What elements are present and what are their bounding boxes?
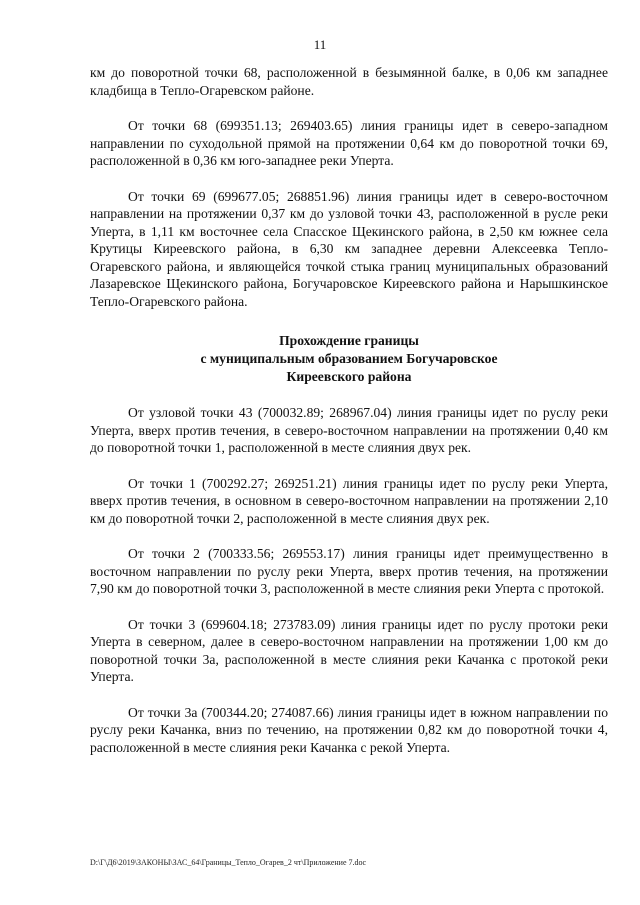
- paragraph-point-1: От точки 1 (700292.27; 269251.21) линия границы идет по руслу реки Уперта, вверх против течения, в основном в северо-восточном направлении на протяжении 2,10 км до поворотной точки 2, расположенной в месте слияния двух рек.: [90, 475, 608, 526]
- paragraph-point-3: От точки 3 (699604.18; 273783.09) линия границы идет по руслу протоки реки Уперта в северном, далее в северо-восточном направлении на протяжении 1,00 км до поворотной точки 3а, расположенной в месте слияния реки Качанка с протокой реки Уперта.: [90, 616, 608, 684]
- paragraph-continuation: км до поворотной точки 68, расположенной в безымянной балке, в 0,06 км западнее кладбища в Тепло-Огаревском районе.: [90, 65, 608, 98]
- heading-line-2: с муниципальным образованием Богучаровское: [200, 351, 498, 366]
- paragraph-node-43: От узловой точки 43 (700032.89; 268967.04) линия границы идет по руслу реки Уперта, вверх против течения, в северо-восточном направлении на протяжении 0,40 км до поворотной точки 1, расположенной в месте слияния двух рек.: [90, 405, 608, 455]
- page-number: 11: [313, 37, 327, 52]
- heading-line-3: Киреевского района: [286, 369, 412, 384]
- paragraph-point-68: От точки 68 (699351.13; 269403.65) линия границы идет в северо-западном направлении по суходольной прямой на протяжении 0,64 км до поворотной точки 69, расположенной в 0,36 км юго-западнее реки Уперта.: [90, 118, 608, 168]
- section-heading: [90, 332, 608, 386]
- paragraph-point-3a: От точки 3а (700344.20; 274087.66) линия границы идет в южном направлении по руслу реки Качанка, вниз по течению, на протяжении 0,82 км до поворотной точки 4, расположенной в месте слияния реки Качанка с рекой Уперта.: [90, 704, 608, 755]
- paragraph-point-69: От точки 69 (699677.05; 268851.96) линия границы идет в северо-восточном направлении на протяжении 0,37 км до узловой точки 43, расположенной в русле реки Уперта, в 1,11 км восточнее села Спасское Щекинского района, в 2,50 км южнее села Крутицы Киреевского района, в 6,30 км западнее деревни Алексеевка Тепло-Огаревского района, и являющейся точкой стыка границ муниципальных образований Лазаревское Щекинского района, Богучаровское Киреевского района и Нарышкинское Тепло-Огаревского района.: [90, 188, 608, 309]
- heading-line-1: Прохождение границы: [279, 333, 419, 348]
- paragraph-point-2: От точки 2 (700333.56; 269553.17) линия границы идет преимущественно в восточном направлении по руслу реки Уперта, вверх против течения, на протяжении 7,90 км до поворотной точки 3, расположенной в месте слияния реки Уперта с протокой.: [90, 546, 608, 596]
- footer-file-path: D:\Г\Д6\2019\ЗАКОНЫ\ЗАС_64\Границы_Тепло_Огарев_2 чт\Приложение 7.doc: [90, 858, 367, 867]
- document-body: [90, 64, 608, 774]
